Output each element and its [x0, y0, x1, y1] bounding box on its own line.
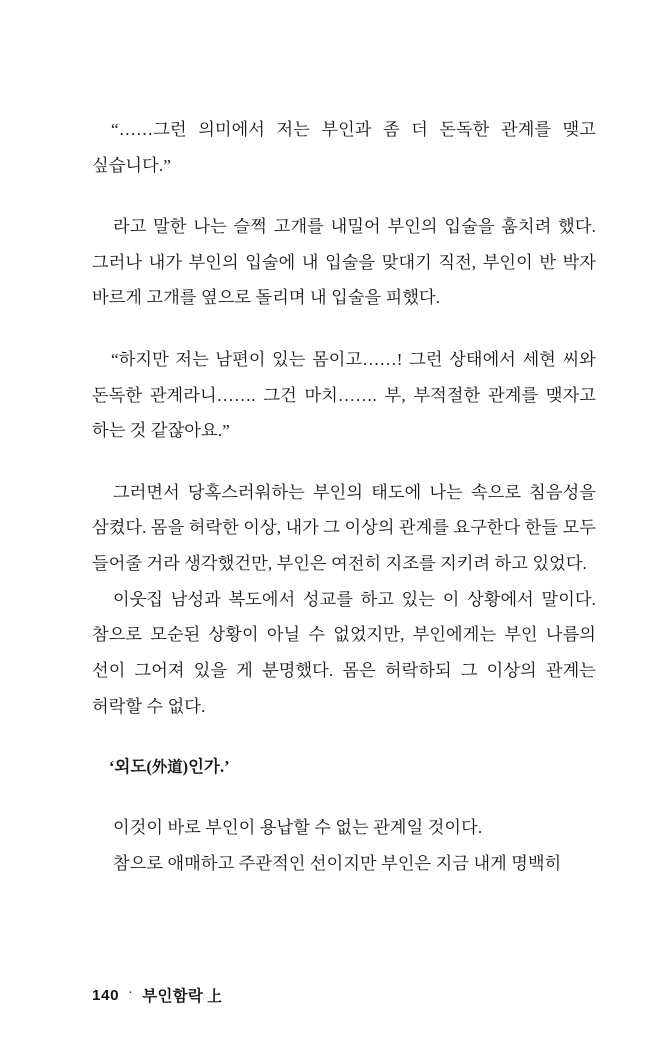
- footer-separator-dot: ·: [128, 986, 134, 1001]
- paragraph-dialogue-2: “하지만 저는 남편이 있는 몸이고……! 그런 상태에서 세현 씨와 돈독한 관계라니……. 그건 마치……. 부, 부적절한 관계를 맺자고 하는 것 같잖아요.”: [92, 350, 596, 441]
- page-number: 140: [92, 986, 120, 1004]
- paragraph-narration-3: 이웃집 남성과 복도에서 성교를 하고 있는 이 상황에서 말이다. 참으로 모순된 상황이 아닐 수 없었지만, 부인에게는 부인 나름의 선이 그어져 있을 게 분명했다. 몸은 허락하되 그 이상의 관계는 허락할 수 없다.: [92, 589, 596, 716]
- inner-thought-hanja: 外道: [151, 759, 183, 777]
- paragraph-narration-1: 라고 말한 나는 슬쩍 고개를 내밀어 부인의 입술을 훔치려 했다. 그러나 내가 부인의 입술에 내 입술을 맞대기 직전, 부인이 반 박자 바르게 고개를 옆으로 돌리며 내 입술을 피했다.: [92, 217, 596, 308]
- paragraph-narration-4: 이것이 바로 부인이 용납할 수 없는 관계일 것이다.: [113, 818, 483, 838]
- inner-thought-prefix: ‘외도(: [109, 757, 152, 777]
- paragraph-inner-thought: [92, 750, 596, 784]
- book-volume: 上: [207, 988, 223, 1005]
- book-title: 부인함락: [142, 988, 204, 1005]
- paragraph-narration-5: 참으로 애매하고 주관적인 선이지만 부인은 지금 내게 명백히: [113, 853, 562, 873]
- paragraph-dialogue-1: “……그런 의미에서 저는 부인과 좀 더 돈독한 관계를 맺고 싶습니다.”: [92, 120, 596, 175]
- inner-thought-suffix: )인가.’: [182, 757, 230, 777]
- page-body: [92, 112, 596, 881]
- page-footer: [92, 984, 222, 1006]
- paragraph-narration-2: 그러면서 당혹스러워하는 부인의 태도에 나는 속으로 침음성을 삼켰다. 몸을 허락한 이상, 내가 그 이상의 관계를 요구한다 한들 모두 들어줄 거라 생각했건만, 부인은 여전히 지조를 지키려 하고 있었다.: [92, 482, 596, 574]
